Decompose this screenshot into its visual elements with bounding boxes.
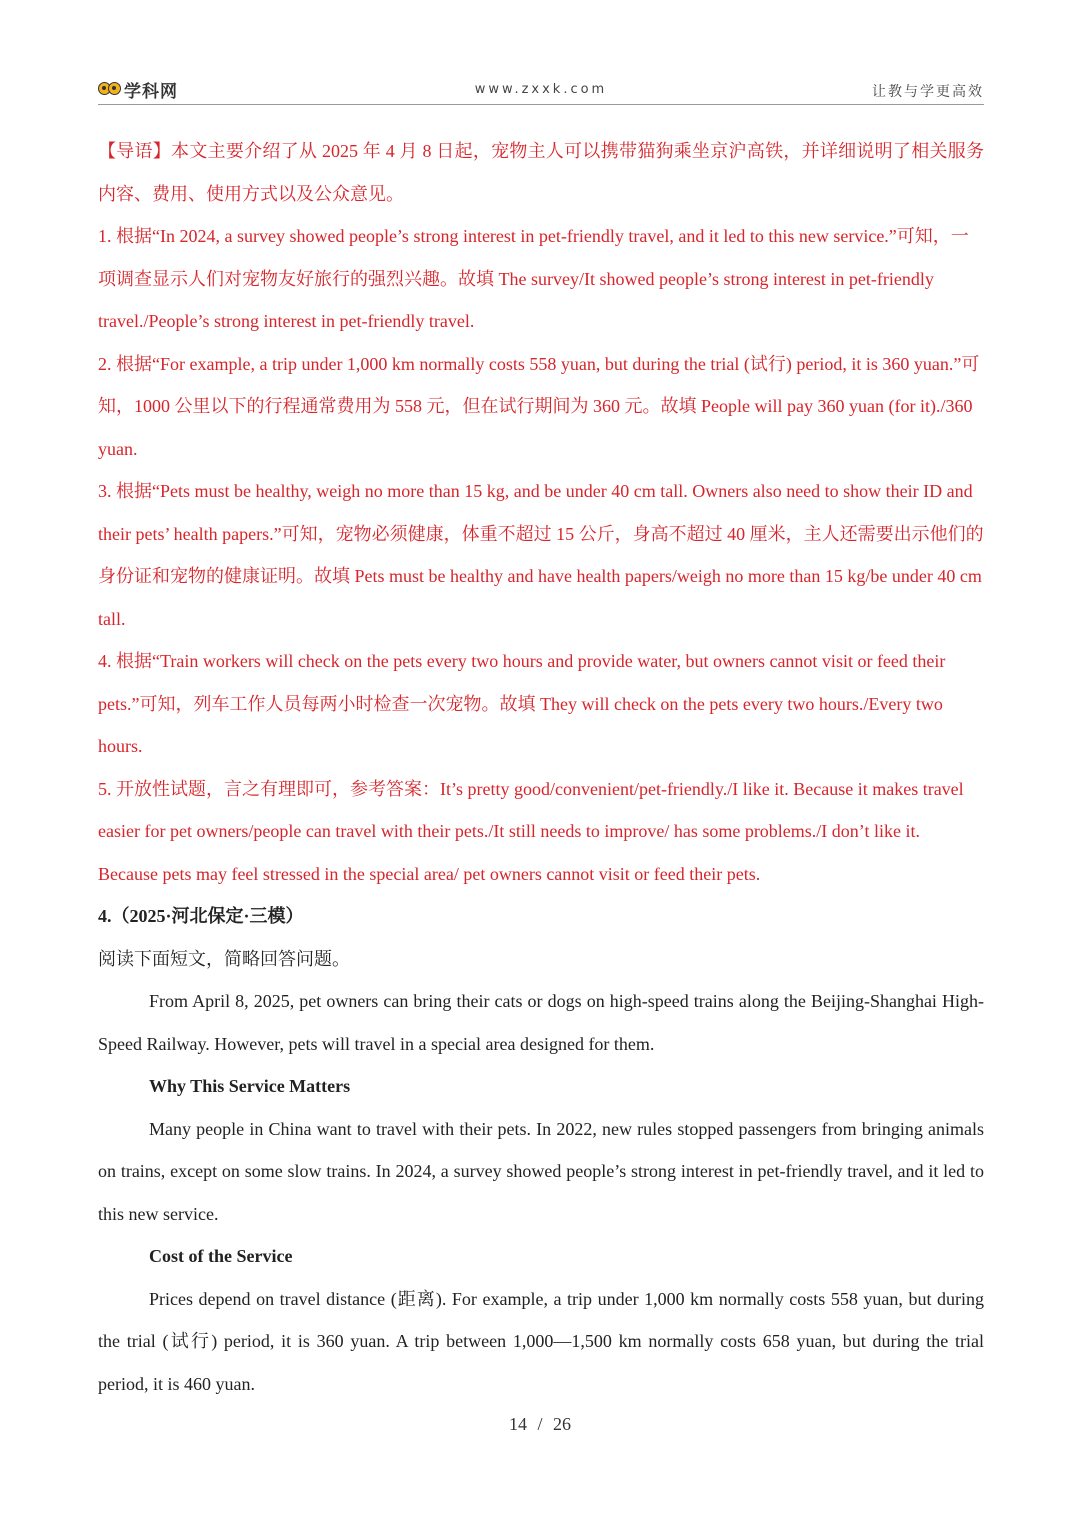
- site-url: www.zxxk.com: [474, 82, 608, 97]
- page-number: 14 / 26: [508, 1414, 571, 1434]
- answer-5: 5. 开放性试题，言之有理即可，参考答案：It’s pretty good/convenient/pet-friendly./I like it. Because it makes travel easier for pet owners/people can travel with their pets./It still needs to improve/ has some problems./I don’t like it. Because pets may feel stressed in the special area/ pet owners cannot visit or feed their pets.: [98, 778, 964, 884]
- intro-paragraph: 【导语】本文主要介绍了从 2025 年 4 月 8 日起，宠物主人可以携带猫狗乘坐京沪高铁，并详细说明了相关服务内容、费用、使用方式以及公众意见。: [98, 141, 984, 204]
- header-slogan: 让教与学更高效: [872, 84, 984, 100]
- answer-1: 1. 根据“In 2024, a survey showed people’s strong interest in pet-friendly travel, and it led to this new service.”可知，一项调查显示人们对宠物友好旅行的强烈兴趣。故填 The survey/It showed people’s strong interest in pet-friendly travel./People’s strong interest in pet-friendly travel.: [98, 226, 969, 331]
- passage-paragraph-1: From April 8, 2025, pet owners can bring their cats or dogs on high-speed trains along the Beijing-Shanghai High-Speed Railway. However, pets will travel in a special area designed for them.: [98, 991, 984, 1054]
- passage-heading-1: Why This Service Matters: [149, 1076, 351, 1096]
- answer-4: 4. 根据“Train workers will check on the pets every two hours and provide water, but owners cannot visit or feed their pets.”可知，列车工作人员每两小时检查一次宠物。故填 They will check on the pets every two hours./Every two hours.: [98, 651, 946, 756]
- question-instruction: 阅读下面短文，简略回答问题。: [98, 948, 350, 969]
- passage-paragraph-3: Prices depend on travel distance (距离). For example, a trip under 1,000 km normally costs 558 yuan, but during the trial (试行) period, it is 360 yuan. A trip between 1,000—1,500 km normally costs 658 yuan, but during the trial period, it is 460 yuan.: [98, 1288, 984, 1394]
- passage-paragraph-2: Many people in China want to travel with their pets. In 2022, new rules stopped passengers from bringing animals on trains, except on some slow trains. In 2024, a survey showed people’s strong interest in pet-friendly travel, and it led to this new service.: [98, 1118, 984, 1224]
- logo-text: 学科网: [124, 81, 178, 102]
- answer-2: 2. 根据“For example, a trip under 1,000 km normally costs 558 yuan, but during the trial (试行) period, it is 360 yuan.”可知，1000 公里以下的行程通常费用为 558 元，但在试行期间为 360 元。故填 People will pay 360 yuan (for it)./360 yuan.: [98, 353, 980, 459]
- passage-heading-2: Cost of the Service: [149, 1246, 293, 1266]
- question-title: 4.（2025·河北保定·三模）: [98, 906, 304, 926]
- answer-3: 3. 根据“Pets must be healthy, weigh no more than 15 kg, and be under 40 cm tall. Owners also need to show their ID and their pets’ health papers.”可知，宠物必须健康，体重不超过 15 公斤，身高不超过 40 厘米，主人还需要出示他们的身份证和宠物的健康证明。故填 Pets must be healthy and have health papers/weigh no more than 15 kg/be under 40 cm tall.: [98, 481, 984, 629]
- document-body: [98, 130, 984, 1405]
- page-header: [98, 74, 984, 105]
